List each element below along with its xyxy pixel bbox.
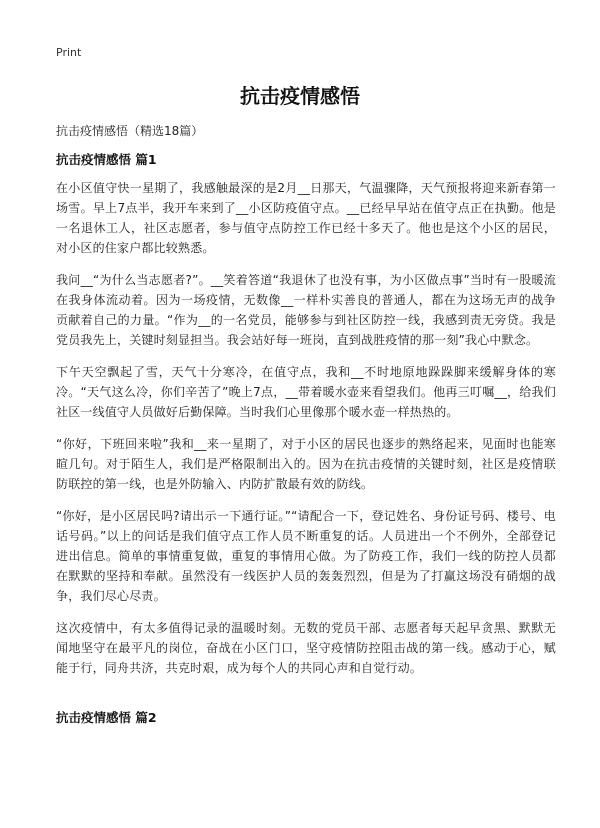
section-heading-1: 抗击疫情感悟 篇1 (56, 152, 157, 167)
paragraph: 我问__“为什么当志愿者?”。__笑着答道“我退休了也没有事，为小区做点事”当时有一股暖流在我身体流动着。因为一场疫情，无数像__一样朴实善良的普通人，都在为这场无声的战争贡献着自己的力量。“作为__的一名党员，能够参与到社区防控一线，我感到责无旁贷。我是党员我先上，关键时刻显担当。我会站好每一班岗，直到战胜疫情的那一刻”我心中默念。 (56, 273, 556, 347)
section-heading-2: 抗击疫情感悟 篇2 (56, 710, 157, 725)
paragraph: 在小区值守快一星期了，我感触最深的是2月__日那天，气温骤降，天气预报将迎来新春第一场雪。早上7点半，我开车来到了__小区防疫值守点。__已经早早站在值守点正在执勤。他是一名退休工人，社区志愿者，参与值守点防控工作已经十多天了。他也是这个小区的居民，对小区的住家户都比较熟悉。 (56, 181, 556, 255)
section-1-body (56, 178, 556, 690)
paragraph: 下午天空飘起了雪，天气十分寒冷，在值守点，我和__不时地原地跺跺脚来缓解身体的寒冷。“天气这么冷，你们辛苦了”晚上7点，__带着暖水壶来看望我们。他再三叮嘱__，给我们社区一线值守人员做好后勤保障。当时我们心里像那个暖水壶一样热热的。 (56, 365, 556, 419)
page-title: 抗击疫情感悟 (240, 84, 360, 108)
paragraph: 这次疫情中，有太多值得记录的温暖时刻。无数的党员干部、志愿者每天起早贪黑、默默无闻地坚守在最平凡的岗位，奋战在小区门口，坚守疫情防控阻击战的第一线。感动于心，赋能于行，同舟共济，共克时艰，成为每个人的共同心声和自觉行动。 (56, 621, 556, 675)
print-link[interactable]: Print (56, 46, 82, 59)
document-subtitle: 抗击疫情感悟（精选18篇） (56, 124, 204, 138)
paragraph: “你好，下班回来啦”我和__来一星期了，对于小区的居民也逐步的熟络起来，见面时也能寒暄几句。对于陌生人，我们是严格限制出入的。因为在抗击疫情的关键时刻，社区是疫情联防联控的第一线，也是外防输入、内防扩散最有效的防线。 (56, 437, 556, 491)
paragraph: “你好，是小区居民吗?请出示一下通行证。”“请配合一下，登记姓名、身份证号码、楼号、电话号码。”以上的问话是我们值守点工作人员不断重复的话。人员进出一个不例外，全部登记进出信息。简单的事情重复做，重复的事情用心做。为了防疫工作，我们一线的防控人员都在默默的坚持和奉献。虽然没有一线医护人员的轰轰烈烈，但是为了打赢这场没有硝烟的战争，我们尽心尽责。 (56, 509, 556, 603)
